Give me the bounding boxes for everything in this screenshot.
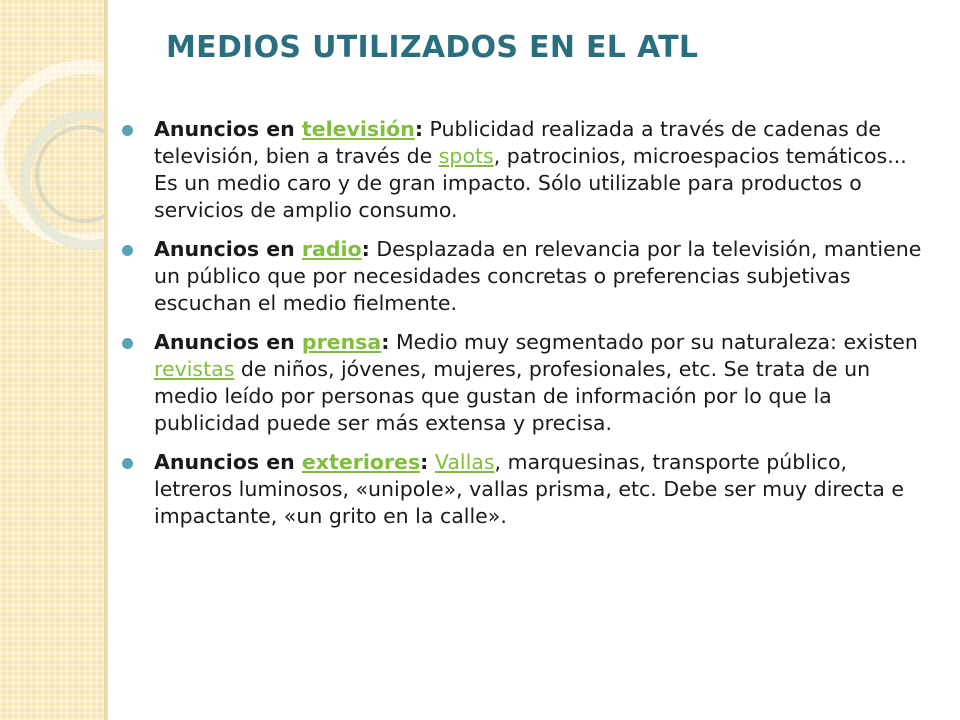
bullet-colon: :: [361, 237, 370, 261]
bullet-item: [118, 116, 930, 224]
side-panel-edge: [104, 0, 108, 720]
slide-content: [118, 116, 930, 542]
bullet-lead: Anuncios en: [154, 237, 302, 261]
bullet-dot-icon: [122, 245, 133, 256]
bullet-colon: :: [414, 117, 424, 141]
bullet-text: Medio muy segmentado por su naturaleza: existen: [389, 330, 918, 354]
bullet-colon: :: [381, 330, 390, 354]
bullet-dot-icon: [122, 125, 133, 136]
slide-title: MEDIOS UTILIZADOS EN EL ATL: [166, 30, 699, 65]
decorative-ring: [20, 110, 104, 250]
bullet-item: [118, 329, 930, 437]
bullet-dot-icon: [122, 338, 133, 349]
bullet-text: de niños, jóvenes, mujeres, profesionales, etc. Se trata de un medio leído por personas que gustan de información por lo que la publicidad puede ser más extensa y precisa.: [154, 357, 871, 435]
inline-link[interactable]: revistas: [154, 357, 235, 381]
bullet-text: , patrocinios, microespacios temáticos... Es un medio caro y de gran impacto. Sólo utilizable para productos o servicios de amplio consumo.: [154, 144, 907, 222]
bullet-lead: Anuncios en: [154, 117, 302, 141]
bullet-item: [118, 449, 930, 530]
bullet-dot-icon: [122, 458, 133, 469]
bullet-topic-link[interactable]: radio: [301, 237, 362, 261]
bullet-lead: Anuncios en: [154, 330, 302, 354]
bullet-topic-link[interactable]: prensa: [301, 330, 382, 354]
bullet-text: Desplazada en relevancia por la televisión, mantiene un público que por necesidades concretas o preferencias subjetivas escuchan el medio fielmente.: [154, 237, 922, 315]
decorative-ring: [35, 125, 104, 223]
bullet-topic-link[interactable]: exteriores: [301, 450, 421, 474]
bullet-lead: Anuncios en: [154, 450, 302, 474]
bullet-list: [118, 116, 930, 530]
decorative-side-panel: [0, 0, 104, 720]
inline-link[interactable]: Vallas: [434, 450, 495, 474]
inline-link[interactable]: spots: [438, 144, 494, 168]
decorative-ring: [0, 60, 104, 248]
bullet-colon: :: [420, 450, 429, 474]
bullet-item: [118, 236, 930, 317]
bullet-text: Publicidad realizada a través de cadenas de televisión, bien a través de: [154, 117, 881, 168]
bullet-text: , marquesinas, transporte público, letreros luminosos, «unipole», vallas prisma, etc. Debe ser muy directa e impactante, «un grito en la calle».: [154, 450, 905, 528]
bullet-topic-link[interactable]: televisión: [301, 117, 415, 141]
